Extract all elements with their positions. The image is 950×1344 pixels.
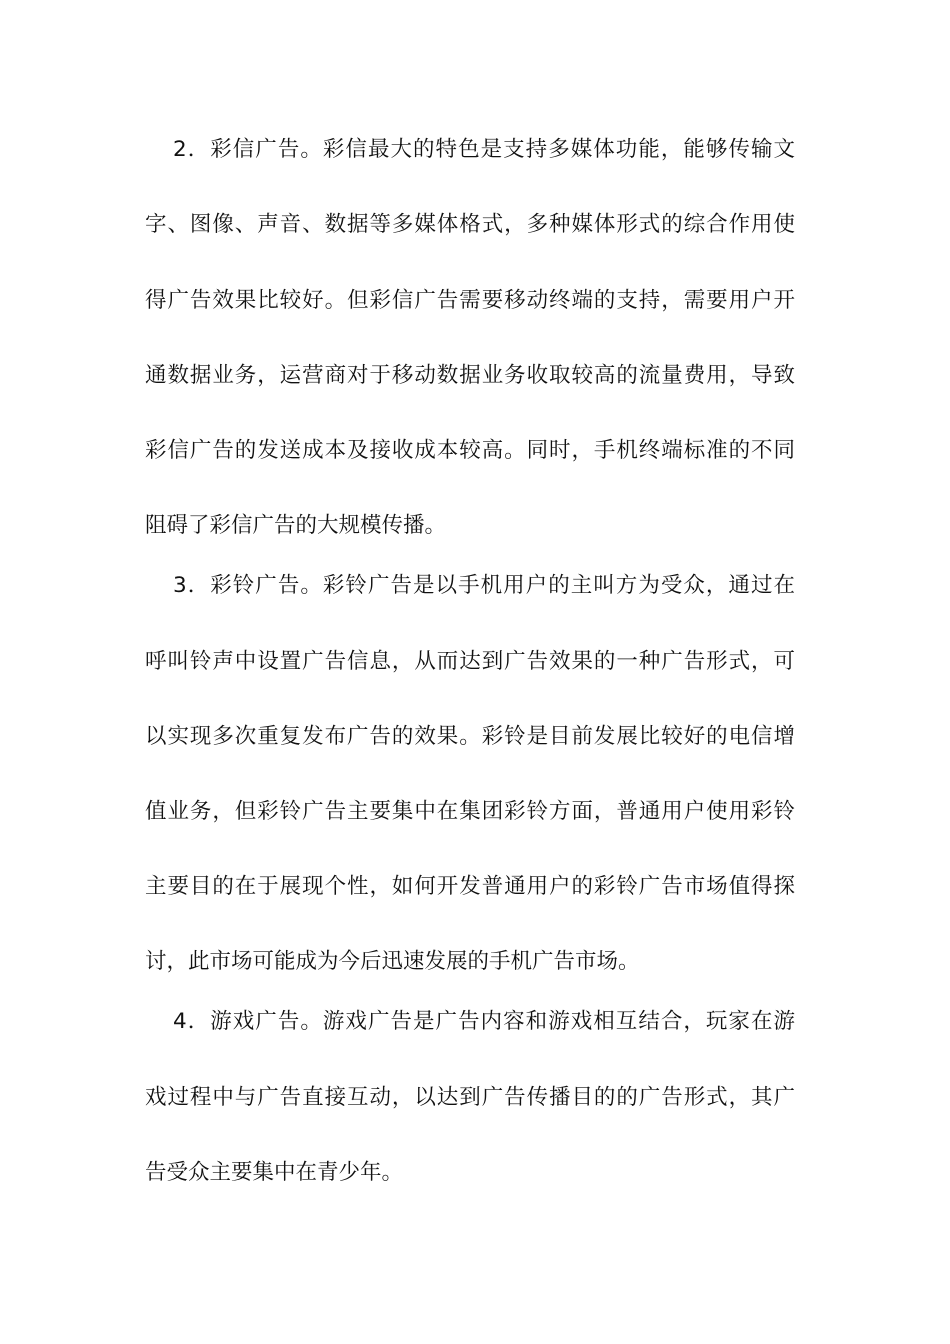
paragraph-3-line-4: 值业务，但彩铃广告主要集中在集团彩铃方面，普通用户使用彩铃 bbox=[145, 799, 795, 824]
paragraph-3-line-2: 呼叫铃声中设置广告信息，从而达到广告效果的一种广告形式，可 bbox=[145, 649, 795, 674]
paragraph-3-line-5: 主要目的在于展现个性，如何开发普通用户的彩铃广告市场值得探 bbox=[145, 874, 795, 899]
paragraph-3-line-3: 以实现多次重复发布广告的效果。彩铃是目前发展比较好的电信增 bbox=[145, 724, 795, 749]
paragraph-3-line-1: 3．彩铃广告。彩铃广告是以手机用户的主叫方为受众，通过在 bbox=[173, 573, 795, 598]
paragraph-2-line-4: 通数据业务，运营商对于移动数据业务收取较高的流量费用，导致 bbox=[145, 363, 795, 388]
paragraph-4-line-1: 4．游戏广告。游戏广告是广告内容和游戏相互结合，玩家在游 bbox=[173, 1009, 795, 1034]
paragraph-2-line-3: 得广告效果比较好。但彩信广告需要移动终端的支持，需要用户开 bbox=[145, 288, 795, 313]
paragraph-3-line-6: 讨，此市场可能成为今后迅速发展的手机广告市场。 bbox=[145, 949, 640, 974]
paragraph-2-line-6: 阻碍了彩信广告的大规模传播。 bbox=[145, 513, 447, 538]
paragraph-2-line-2: 字、图像、声音、数据等多媒体格式，多种媒体形式的综合作用使 bbox=[145, 212, 795, 237]
paragraph-4-line-3: 告受众主要集中在青少年。 bbox=[145, 1160, 404, 1185]
paragraph-2-line-1: 2．彩信广告。彩信最大的特色是支持多媒体功能，能够传输文 bbox=[173, 137, 795, 162]
paragraph-2-line-5: 彩信广告的发送成本及接收成本较高。同时，手机终端标准的不同 bbox=[145, 438, 795, 463]
paragraph-4-line-2: 戏过程中与广告直接互动，以达到广告传播目的的广告形式，其广 bbox=[145, 1085, 795, 1110]
